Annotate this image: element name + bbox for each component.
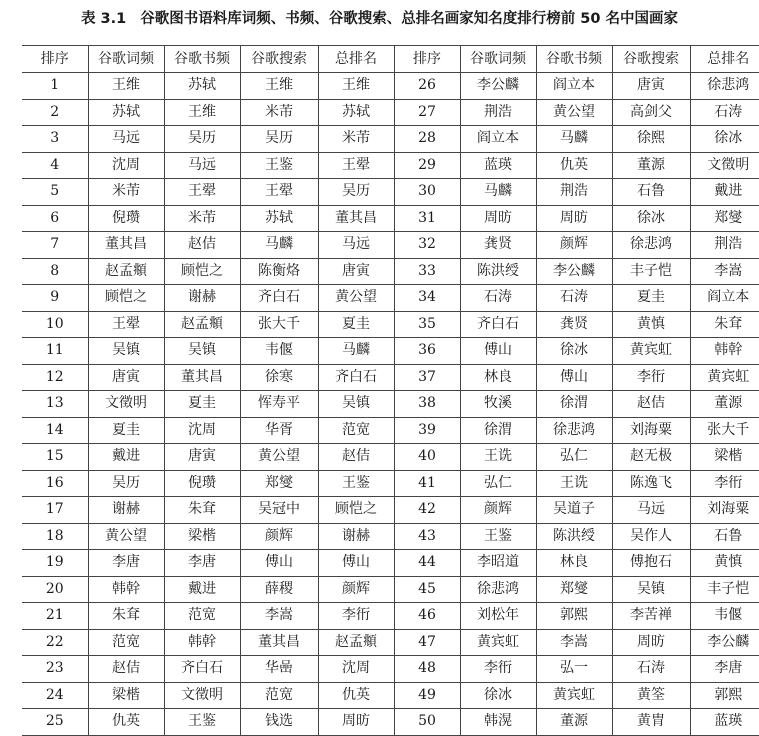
overall-cell: 荆浩 [690,232,759,259]
overall-cell: 张大千 [690,417,759,444]
word-freq-cell: 龚贤 [460,232,536,259]
search-cell: 黄宾虹 [612,338,690,365]
overall-cell: 蓝瑛 [690,709,759,736]
book-freq-cell: 王翚 [164,179,240,206]
header-overall-2: 总排名 [690,46,759,73]
overall-cell: 董其昌 [318,205,394,232]
book-freq-cell: 李公麟 [536,258,612,285]
book-freq-cell: 戴进 [164,576,240,603]
table-row [22,179,759,206]
search-cell: 颜辉 [240,523,318,550]
search-cell: 唐寅 [612,73,690,100]
word-freq-cell: 牧溪 [460,391,536,418]
word-freq-cell: 陈洪绶 [460,258,536,285]
search-cell: 徐寒 [240,364,318,391]
word-freq-cell: 刘松年 [460,603,536,630]
word-freq-cell: 黄宾虹 [460,629,536,656]
search-cell: 黄慎 [612,311,690,338]
table-row [22,682,759,709]
table-number: 表 3.1 [80,11,127,27]
table-row [22,311,759,338]
overall-cell: 李公麟 [690,629,759,656]
overall-cell: 徐悲鸿 [690,73,759,100]
book-freq-cell: 徐冰 [536,338,612,365]
search-cell: 夏圭 [612,285,690,312]
book-freq-cell: 朱耷 [164,497,240,524]
word-freq-cell: 李昭道 [460,550,536,577]
search-cell: 马麟 [240,232,318,259]
book-freq-cell: 马麟 [536,126,612,153]
rank-cell: 32 [394,232,460,259]
word-freq-cell: 石涛 [460,285,536,312]
word-freq-cell: 苏轼 [88,99,164,126]
search-cell: 李嵩 [240,603,318,630]
word-freq-cell: 夏圭 [88,417,164,444]
book-freq-cell: 王鉴 [164,709,240,736]
overall-cell: 王维 [318,73,394,100]
rank-cell: 7 [22,232,88,259]
word-freq-cell: 李衎 [460,656,536,683]
overall-cell: 郭熙 [690,682,759,709]
overall-cell: 董源 [690,391,759,418]
overall-cell: 马远 [318,232,394,259]
rank-cell: 42 [394,497,460,524]
overall-cell: 赵佶 [318,444,394,471]
word-freq-cell: 文徵明 [88,391,164,418]
rank-cell: 46 [394,603,460,630]
rank-cell: 5 [22,179,88,206]
book-freq-cell: 陈洪绶 [536,523,612,550]
book-freq-cell: 梁楷 [164,523,240,550]
word-freq-cell: 王诜 [460,444,536,471]
book-freq-cell: 颜辉 [536,232,612,259]
book-freq-cell: 弘仁 [536,444,612,471]
book-freq-cell: 郑燮 [536,576,612,603]
header-search: 谷歌搜索 [240,46,318,73]
rank-cell: 8 [22,258,88,285]
book-freq-cell: 韩幹 [164,629,240,656]
overall-cell: 赵孟頫 [318,629,394,656]
search-cell: 薛稷 [240,576,318,603]
search-cell: 吴历 [240,126,318,153]
rank-cell: 28 [394,126,460,153]
word-freq-cell: 齐白石 [460,311,536,338]
word-freq-cell: 马麟 [460,179,536,206]
search-cell: 董源 [612,152,690,179]
rank-cell: 44 [394,550,460,577]
overall-cell: 石鲁 [690,523,759,550]
overall-cell: 黄宾虹 [690,364,759,391]
table-row [22,126,759,153]
book-freq-cell: 吴历 [164,126,240,153]
rank-cell: 37 [394,364,460,391]
rank-cell: 34 [394,285,460,312]
search-cell: 陈逸飞 [612,470,690,497]
word-freq-cell: 徐渭 [460,417,536,444]
overall-cell: 石涛 [690,99,759,126]
overall-cell: 黄慎 [690,550,759,577]
overall-cell: 齐白石 [318,364,394,391]
search-cell: 陈衡烙 [240,258,318,285]
rank-cell: 49 [394,682,460,709]
rank-cell: 48 [394,656,460,683]
rank-cell: 15 [22,444,88,471]
word-freq-cell: 赵佶 [88,656,164,683]
word-freq-cell: 谢赫 [88,497,164,524]
search-cell: 徐悲鸿 [612,232,690,259]
search-cell: 石鲁 [612,179,690,206]
word-freq-cell: 弘仁 [460,470,536,497]
word-freq-cell: 荆浩 [460,99,536,126]
word-freq-cell: 李唐 [88,550,164,577]
header-search-2: 谷歌搜索 [612,46,690,73]
rank-cell: 2 [22,99,88,126]
book-freq-cell: 吴镇 [164,338,240,365]
rank-cell: 25 [22,709,88,736]
word-freq-cell: 倪瓒 [88,205,164,232]
rank-cell: 4 [22,152,88,179]
book-freq-cell: 沈周 [164,417,240,444]
word-freq-cell: 黄公望 [88,523,164,550]
word-freq-cell: 仇英 [88,709,164,736]
book-freq-cell: 苏轼 [164,73,240,100]
word-freq-cell: 吴镇 [88,338,164,365]
search-cell: 马远 [612,497,690,524]
table-body [22,73,759,736]
book-freq-cell: 弘一 [536,656,612,683]
rank-cell: 33 [394,258,460,285]
search-cell: 王翚 [240,179,318,206]
table-row [22,550,759,577]
overall-cell: 颜辉 [318,576,394,603]
word-freq-cell: 赵孟頫 [88,258,164,285]
word-freq-cell: 沈周 [88,152,164,179]
table-row [22,232,759,259]
overall-cell: 梁楷 [690,444,759,471]
book-freq-cell: 郭熙 [536,603,612,630]
book-freq-cell: 黄宾虹 [536,682,612,709]
rank-cell: 13 [22,391,88,418]
search-cell: 黄公望 [240,444,318,471]
word-freq-cell: 米芾 [88,179,164,206]
ranking-table [22,45,759,736]
book-freq-cell: 马远 [164,152,240,179]
overall-cell: 仇英 [318,682,394,709]
rank-cell: 17 [22,497,88,524]
search-cell: 傅抱石 [612,550,690,577]
table-row [22,709,759,736]
header-row [22,46,759,73]
rank-cell: 3 [22,126,88,153]
overall-cell: 文徵明 [690,152,759,179]
overall-cell: 李衎 [690,470,759,497]
table-row [22,364,759,391]
table-row [22,99,759,126]
word-freq-cell: 韩滉 [460,709,536,736]
word-freq-cell: 戴进 [88,444,164,471]
overall-cell: 傅山 [318,550,394,577]
search-cell: 董其昌 [240,629,318,656]
rank-cell: 23 [22,656,88,683]
table-row [22,444,759,471]
search-cell: 徐熙 [612,126,690,153]
search-cell: 华喦 [240,656,318,683]
rank-cell: 12 [22,364,88,391]
book-freq-cell: 董其昌 [164,364,240,391]
table-row [22,417,759,444]
word-freq-cell: 梁楷 [88,682,164,709]
overall-cell: 唐寅 [318,258,394,285]
book-freq-cell: 米芾 [164,205,240,232]
book-freq-cell: 李唐 [164,550,240,577]
word-freq-cell: 徐悲鸿 [460,576,536,603]
search-cell: 赵佶 [612,391,690,418]
table-title: 谷歌图书语料库词频、书频、谷歌搜索、总排名画家知名度排行榜前 50 名中国画家 [140,11,679,27]
rank-cell: 19 [22,550,88,577]
search-cell: 钱选 [240,709,318,736]
overall-cell: 李嵩 [690,258,759,285]
word-freq-cell: 傅山 [460,338,536,365]
search-cell: 范宽 [240,682,318,709]
rank-cell: 14 [22,417,88,444]
table-row [22,258,759,285]
search-cell: 张大千 [240,311,318,338]
rank-cell: 50 [394,709,460,736]
book-freq-cell: 黄公望 [536,99,612,126]
search-cell: 米芾 [240,99,318,126]
overall-cell: 李衎 [318,603,394,630]
word-freq-cell: 范宽 [88,629,164,656]
word-freq-cell: 蓝瑛 [460,152,536,179]
rank-cell: 29 [394,152,460,179]
overall-cell: 朱耷 [690,311,759,338]
book-freq-cell: 唐寅 [164,444,240,471]
search-cell: 吴镇 [612,576,690,603]
word-freq-cell: 顾恺之 [88,285,164,312]
rank-cell: 16 [22,470,88,497]
overall-cell: 周昉 [318,709,394,736]
rank-cell: 9 [22,285,88,312]
overall-cell: 米芾 [318,126,394,153]
rank-cell: 21 [22,603,88,630]
book-freq-cell: 范宽 [164,603,240,630]
table-row [22,629,759,656]
rank-cell: 31 [394,205,460,232]
table-row [22,338,759,365]
book-freq-cell: 傅山 [536,364,612,391]
book-freq-cell: 徐悲鸿 [536,417,612,444]
book-freq-cell: 吴道子 [536,497,612,524]
book-freq-cell: 夏圭 [164,391,240,418]
book-freq-cell: 周昉 [536,205,612,232]
header-book-freq: 谷歌书频 [164,46,240,73]
rank-cell: 27 [394,99,460,126]
word-freq-cell: 马远 [88,126,164,153]
table-row [22,497,759,524]
rank-cell: 35 [394,311,460,338]
book-freq-cell: 石涛 [536,285,612,312]
table-row [22,576,759,603]
word-freq-cell: 王翚 [88,311,164,338]
rank-cell: 45 [394,576,460,603]
rank-cell: 11 [22,338,88,365]
rank-cell: 1 [22,73,88,100]
overall-cell: 王鉴 [318,470,394,497]
rank-cell: 6 [22,205,88,232]
word-freq-cell: 王鉴 [460,523,536,550]
book-freq-cell: 董源 [536,709,612,736]
overall-cell: 阎立本 [690,285,759,312]
overall-cell: 范宽 [318,417,394,444]
overall-cell: 刘海粟 [690,497,759,524]
table-row [22,470,759,497]
word-freq-cell: 阎立本 [460,126,536,153]
search-cell: 郑燮 [240,470,318,497]
table-caption [0,6,759,32]
overall-cell: 王翚 [318,152,394,179]
overall-cell: 丰子恺 [690,576,759,603]
header-word-freq: 谷歌词频 [88,46,164,73]
word-freq-cell: 吴历 [88,470,164,497]
book-freq-cell: 倪瓒 [164,470,240,497]
word-freq-cell: 韩幹 [88,576,164,603]
search-cell: 丰子恺 [612,258,690,285]
rank-cell: 20 [22,576,88,603]
book-freq-cell: 顾恺之 [164,258,240,285]
search-cell: 齐白石 [240,285,318,312]
word-freq-cell: 朱耷 [88,603,164,630]
search-cell: 吴作人 [612,523,690,550]
overall-cell: 郑燮 [690,205,759,232]
table-row [22,73,759,100]
rank-cell: 38 [394,391,460,418]
overall-cell: 苏轼 [318,99,394,126]
word-freq-cell: 周昉 [460,205,536,232]
word-freq-cell: 唐寅 [88,364,164,391]
word-freq-cell: 徐冰 [460,682,536,709]
table-row [22,205,759,232]
word-freq-cell: 颜辉 [460,497,536,524]
word-freq-cell: 林良 [460,364,536,391]
book-freq-cell: 王维 [164,99,240,126]
book-freq-cell: 赵孟頫 [164,311,240,338]
search-cell: 周昉 [612,629,690,656]
search-cell: 高剑父 [612,99,690,126]
header-overall: 总排名 [318,46,394,73]
search-cell: 刘海粟 [612,417,690,444]
rank-cell: 47 [394,629,460,656]
book-freq-cell: 李嵩 [536,629,612,656]
search-cell: 石涛 [612,656,690,683]
overall-cell: 沈周 [318,656,394,683]
search-cell: 傅山 [240,550,318,577]
header-rank: 排序 [22,46,88,73]
table-row [22,523,759,550]
rank-cell: 18 [22,523,88,550]
overall-cell: 李唐 [690,656,759,683]
rank-cell: 39 [394,417,460,444]
overall-cell: 韦偃 [690,603,759,630]
search-cell: 吴冠中 [240,497,318,524]
search-cell: 徐冰 [612,205,690,232]
header-rank-2: 排序 [394,46,460,73]
search-cell: 韦偃 [240,338,318,365]
search-cell: 黄胄 [612,709,690,736]
book-freq-cell: 徐渭 [536,391,612,418]
book-freq-cell: 仇英 [536,152,612,179]
word-freq-cell: 李公麟 [460,73,536,100]
search-cell: 王鉴 [240,152,318,179]
search-cell: 华胥 [240,417,318,444]
rank-cell: 43 [394,523,460,550]
rank-cell: 36 [394,338,460,365]
book-freq-cell: 文徵明 [164,682,240,709]
overall-cell: 马麟 [318,338,394,365]
book-freq-cell: 阎立本 [536,73,612,100]
search-cell: 黄筌 [612,682,690,709]
word-freq-cell: 王维 [88,73,164,100]
overall-cell: 谢赫 [318,523,394,550]
table-row [22,152,759,179]
search-cell: 王维 [240,73,318,100]
overall-cell: 韩幹 [690,338,759,365]
table-row [22,391,759,418]
overall-cell: 顾恺之 [318,497,394,524]
book-freq-cell: 赵佶 [164,232,240,259]
rank-cell: 41 [394,470,460,497]
rank-cell: 22 [22,629,88,656]
search-cell: 赵无极 [612,444,690,471]
overall-cell: 吴历 [318,179,394,206]
word-freq-cell: 董其昌 [88,232,164,259]
book-freq-cell: 齐白石 [164,656,240,683]
rank-cell: 30 [394,179,460,206]
search-cell: 恽寿平 [240,391,318,418]
rank-cell: 40 [394,444,460,471]
search-cell: 李苦禅 [612,603,690,630]
overall-cell: 夏圭 [318,311,394,338]
book-freq-cell: 王诜 [536,470,612,497]
book-freq-cell: 林良 [536,550,612,577]
header-word-freq-2: 谷歌词频 [460,46,536,73]
overall-cell: 吴镇 [318,391,394,418]
book-freq-cell: 谢赫 [164,285,240,312]
header-book-freq-2: 谷歌书频 [536,46,612,73]
rank-cell: 10 [22,311,88,338]
overall-cell: 戴进 [690,179,759,206]
table-row [22,656,759,683]
search-cell: 李衎 [612,364,690,391]
book-freq-cell: 龚贤 [536,311,612,338]
rank-cell: 24 [22,682,88,709]
overall-cell: 黄公望 [318,285,394,312]
table-row [22,603,759,630]
rank-cell: 26 [394,73,460,100]
overall-cell: 徐冰 [690,126,759,153]
table-row [22,285,759,312]
search-cell: 苏轼 [240,205,318,232]
book-freq-cell: 荆浩 [536,179,612,206]
